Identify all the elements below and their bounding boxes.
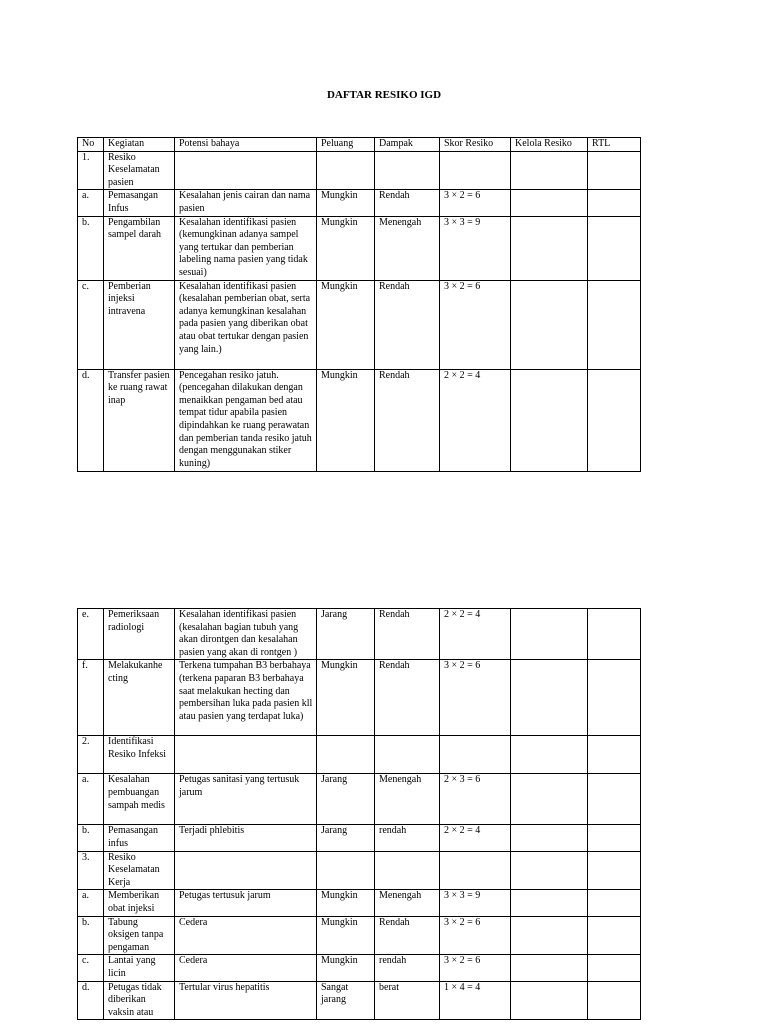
skor-resiko-cell: 2 × 2 = 4	[440, 825, 511, 851]
header-no: No	[78, 138, 104, 152]
dampak-cell	[375, 151, 440, 190]
header-skor-resiko: Skor Resiko	[440, 138, 511, 152]
header-peluang: Peluang	[317, 138, 375, 152]
peluang-cell	[317, 851, 375, 890]
peluang-cell: Mungkin	[317, 955, 375, 981]
peluang-cell: Jarang	[317, 609, 375, 660]
table-row	[78, 774, 641, 825]
kegiatan-cell: Pemeriksaan radiologi	[104, 609, 175, 660]
kegiatan-cell: Pemasangan Infus	[104, 190, 175, 216]
table-row	[78, 216, 641, 280]
row-number: d.	[78, 369, 104, 471]
skor-resiko-cell	[440, 851, 511, 890]
kegiatan-cell: Transfer pasien ke ruang rawat inap	[104, 369, 175, 471]
potensi-bahaya-cell: Pencegahan resiko jatuh. (pencegahan dilakukan dengan menaikkan pengaman bed atau tempat tidur apabila pasien dipindahkan ke ruang perawatan dan pemberian tanda resiko jatuh dengan menggunakan stiker kuning)	[175, 369, 317, 471]
kelola-resiko-cell	[511, 280, 588, 369]
skor-resiko-cell: 2 × 2 = 4	[440, 609, 511, 660]
kegiatan-cell: Pemberian injeksi intravena	[104, 280, 175, 369]
peluang-cell: Jarang	[317, 825, 375, 851]
kelola-resiko-cell	[511, 190, 588, 216]
peluang-cell: Mungkin	[317, 190, 375, 216]
potensi-bahaya-cell: Terkena tumpahan B3 berbahaya (terkena paparan B3 berbahaya saat melakukan hecting dan pembersihan luka pada pasien kll atau pasien yang terdapat luka)	[175, 660, 317, 736]
kegiatan-cell: Petugas tidak diberikan vaksin atau	[104, 981, 175, 1020]
kegiatan-cell: Pengambilan sampel darah	[104, 216, 175, 280]
kegiatan-cell: Tabung oksigen tanpa pengaman	[104, 916, 175, 955]
kegiatan-cell: Kesalahan pembuangan sampah medis	[104, 774, 175, 825]
skor-resiko-cell: 3 × 2 = 6	[440, 916, 511, 955]
table-row	[78, 851, 641, 890]
rtl-cell	[588, 151, 641, 190]
skor-resiko-cell	[440, 736, 511, 774]
dampak-cell: Rendah	[375, 609, 440, 660]
row-number: b.	[78, 825, 104, 851]
row-number: a.	[78, 190, 104, 216]
row-number: 2.	[78, 736, 104, 774]
row-number: b.	[78, 916, 104, 955]
table-row	[78, 890, 641, 916]
potensi-bahaya-cell: Kesalahan identifikasi pasien (kemungkinan adanya sampel yang tertukar dan pemberian labeling nama pasien yang tidak sesuai)	[175, 216, 317, 280]
dampak-cell: berat	[375, 981, 440, 1020]
row-number: c.	[78, 955, 104, 981]
peluang-cell	[317, 736, 375, 774]
dampak-cell: Menengah	[375, 774, 440, 825]
table-row	[78, 369, 641, 471]
skor-resiko-cell: 3 × 2 = 6	[440, 660, 511, 736]
rtl-cell	[588, 981, 641, 1020]
rtl-cell	[588, 825, 641, 851]
kelola-resiko-cell	[511, 955, 588, 981]
row-number: b.	[78, 216, 104, 280]
potensi-bahaya-cell	[175, 851, 317, 890]
peluang-cell: Mungkin	[317, 660, 375, 736]
peluang-cell: Mungkin	[317, 216, 375, 280]
kegiatan-cell: Melakukanhe cting	[104, 660, 175, 736]
row-number: 3.	[78, 851, 104, 890]
potensi-bahaya-cell: Terjadi phlebitis	[175, 825, 317, 851]
rtl-cell	[588, 216, 641, 280]
table-header-row	[78, 138, 641, 152]
dampak-cell: Rendah	[375, 916, 440, 955]
peluang-cell: Sangat jarang	[317, 981, 375, 1020]
potensi-bahaya-cell	[175, 736, 317, 774]
table-row	[78, 825, 641, 851]
header-kelola-resiko: Kelola Resiko	[511, 138, 588, 152]
header-kegiatan: Kegiatan	[104, 138, 175, 152]
risk-table-page1	[77, 137, 641, 472]
skor-resiko-cell: 3 × 3 = 9	[440, 890, 511, 916]
peluang-cell	[317, 151, 375, 190]
table-row	[78, 916, 641, 955]
kelola-resiko-cell	[511, 981, 588, 1020]
row-number: a.	[78, 774, 104, 825]
skor-resiko-cell: 3 × 2 = 6	[440, 280, 511, 369]
table-row	[78, 955, 641, 981]
rtl-cell	[588, 280, 641, 369]
header-rtl: RTL	[588, 138, 641, 152]
peluang-cell: Mungkin	[317, 890, 375, 916]
table-row	[78, 280, 641, 369]
kelola-resiko-cell	[511, 151, 588, 190]
kelola-resiko-cell	[511, 609, 588, 660]
dampak-cell: Rendah	[375, 190, 440, 216]
potensi-bahaya-cell	[175, 151, 317, 190]
dampak-cell: Rendah	[375, 660, 440, 736]
dampak-cell: Rendah	[375, 280, 440, 369]
dampak-cell: rendah	[375, 955, 440, 981]
potensi-bahaya-cell: Cedera	[175, 916, 317, 955]
potensi-bahaya-cell: Kesalahan identifikasi pasien (kesalahan bagian tubuh yang akan dirontgen dan kesalahan pasien yang akan di rontgen )	[175, 609, 317, 660]
dampak-cell: Menengah	[375, 890, 440, 916]
kelola-resiko-cell	[511, 825, 588, 851]
dampak-cell	[375, 736, 440, 774]
row-number: e.	[78, 609, 104, 660]
rtl-cell	[588, 736, 641, 774]
table-row	[78, 609, 641, 660]
row-number: c.	[78, 280, 104, 369]
peluang-cell: Mungkin	[317, 916, 375, 955]
skor-resiko-cell: 1 × 4 = 4	[440, 981, 511, 1020]
potensi-bahaya-cell: Kesalahan jenis cairan dan nama pasien	[175, 190, 317, 216]
rtl-cell	[588, 916, 641, 955]
peluang-cell: Jarang	[317, 774, 375, 825]
row-number: f.	[78, 660, 104, 736]
potensi-bahaya-cell: Petugas sanitasi yang tertusuk jarum	[175, 774, 317, 825]
potensi-bahaya-cell: Cedera	[175, 955, 317, 981]
skor-resiko-cell: 3 × 3 = 9	[440, 216, 511, 280]
kelola-resiko-cell	[511, 736, 588, 774]
row-number: a.	[78, 890, 104, 916]
rtl-cell	[588, 609, 641, 660]
table-row	[78, 736, 641, 774]
kelola-resiko-cell	[511, 216, 588, 280]
rtl-cell	[588, 660, 641, 736]
peluang-cell: Mungkin	[317, 369, 375, 471]
kelola-resiko-cell	[511, 369, 588, 471]
potensi-bahaya-cell: Tertular virus hepatitis	[175, 981, 317, 1020]
dampak-cell: Menengah	[375, 216, 440, 280]
rtl-cell	[588, 190, 641, 216]
table-row	[78, 981, 641, 1020]
kegiatan-cell: Memberikan obat injeksi	[104, 890, 175, 916]
kegiatan-cell: Lantai yang licin	[104, 955, 175, 981]
skor-resiko-cell	[440, 151, 511, 190]
kelola-resiko-cell	[511, 851, 588, 890]
kegiatan-cell: Resiko Keselamatan Kerja	[104, 851, 175, 890]
potensi-bahaya-cell: Petugas tertusuk jarum	[175, 890, 317, 916]
kelola-resiko-cell	[511, 774, 588, 825]
peluang-cell: Mungkin	[317, 280, 375, 369]
kelola-resiko-cell	[511, 916, 588, 955]
dampak-cell: rendah	[375, 825, 440, 851]
row-number: 1.	[78, 151, 104, 190]
kelola-resiko-cell	[511, 660, 588, 736]
document-title: DAFTAR RESIKO IGD	[326, 89, 442, 101]
table-row	[78, 660, 641, 736]
rtl-cell	[588, 774, 641, 825]
skor-resiko-cell: 3 × 2 = 6	[440, 955, 511, 981]
table-row	[78, 151, 641, 190]
dampak-cell	[375, 851, 440, 890]
kegiatan-cell: Identifikasi Resiko Infeksi	[104, 736, 175, 774]
rtl-cell	[588, 890, 641, 916]
header-potensi-bahaya: Potensi bahaya	[175, 138, 317, 152]
skor-resiko-cell: 2 × 2 = 4	[440, 369, 511, 471]
risk-table-page2	[77, 608, 641, 1020]
rtl-cell	[588, 369, 641, 471]
header-dampak: Dampak	[375, 138, 440, 152]
skor-resiko-cell: 2 × 3 = 6	[440, 774, 511, 825]
kegiatan-cell: Resiko Keselamatan pasien	[104, 151, 175, 190]
dampak-cell: Rendah	[375, 369, 440, 471]
kelola-resiko-cell	[511, 890, 588, 916]
table-row	[78, 190, 641, 216]
rtl-cell	[588, 851, 641, 890]
potensi-bahaya-cell: Kesalahan identifikasi pasien (kesalahan pemberian obat, serta adanya kemungkinan kesalahan pada pasien yang diberikan obat atau obat tertukar dengan pasien yang lain.)	[175, 280, 317, 369]
row-number: d.	[78, 981, 104, 1020]
rtl-cell	[588, 955, 641, 981]
kegiatan-cell: Pemasangan infus	[104, 825, 175, 851]
skor-resiko-cell: 3 × 2 = 6	[440, 190, 511, 216]
